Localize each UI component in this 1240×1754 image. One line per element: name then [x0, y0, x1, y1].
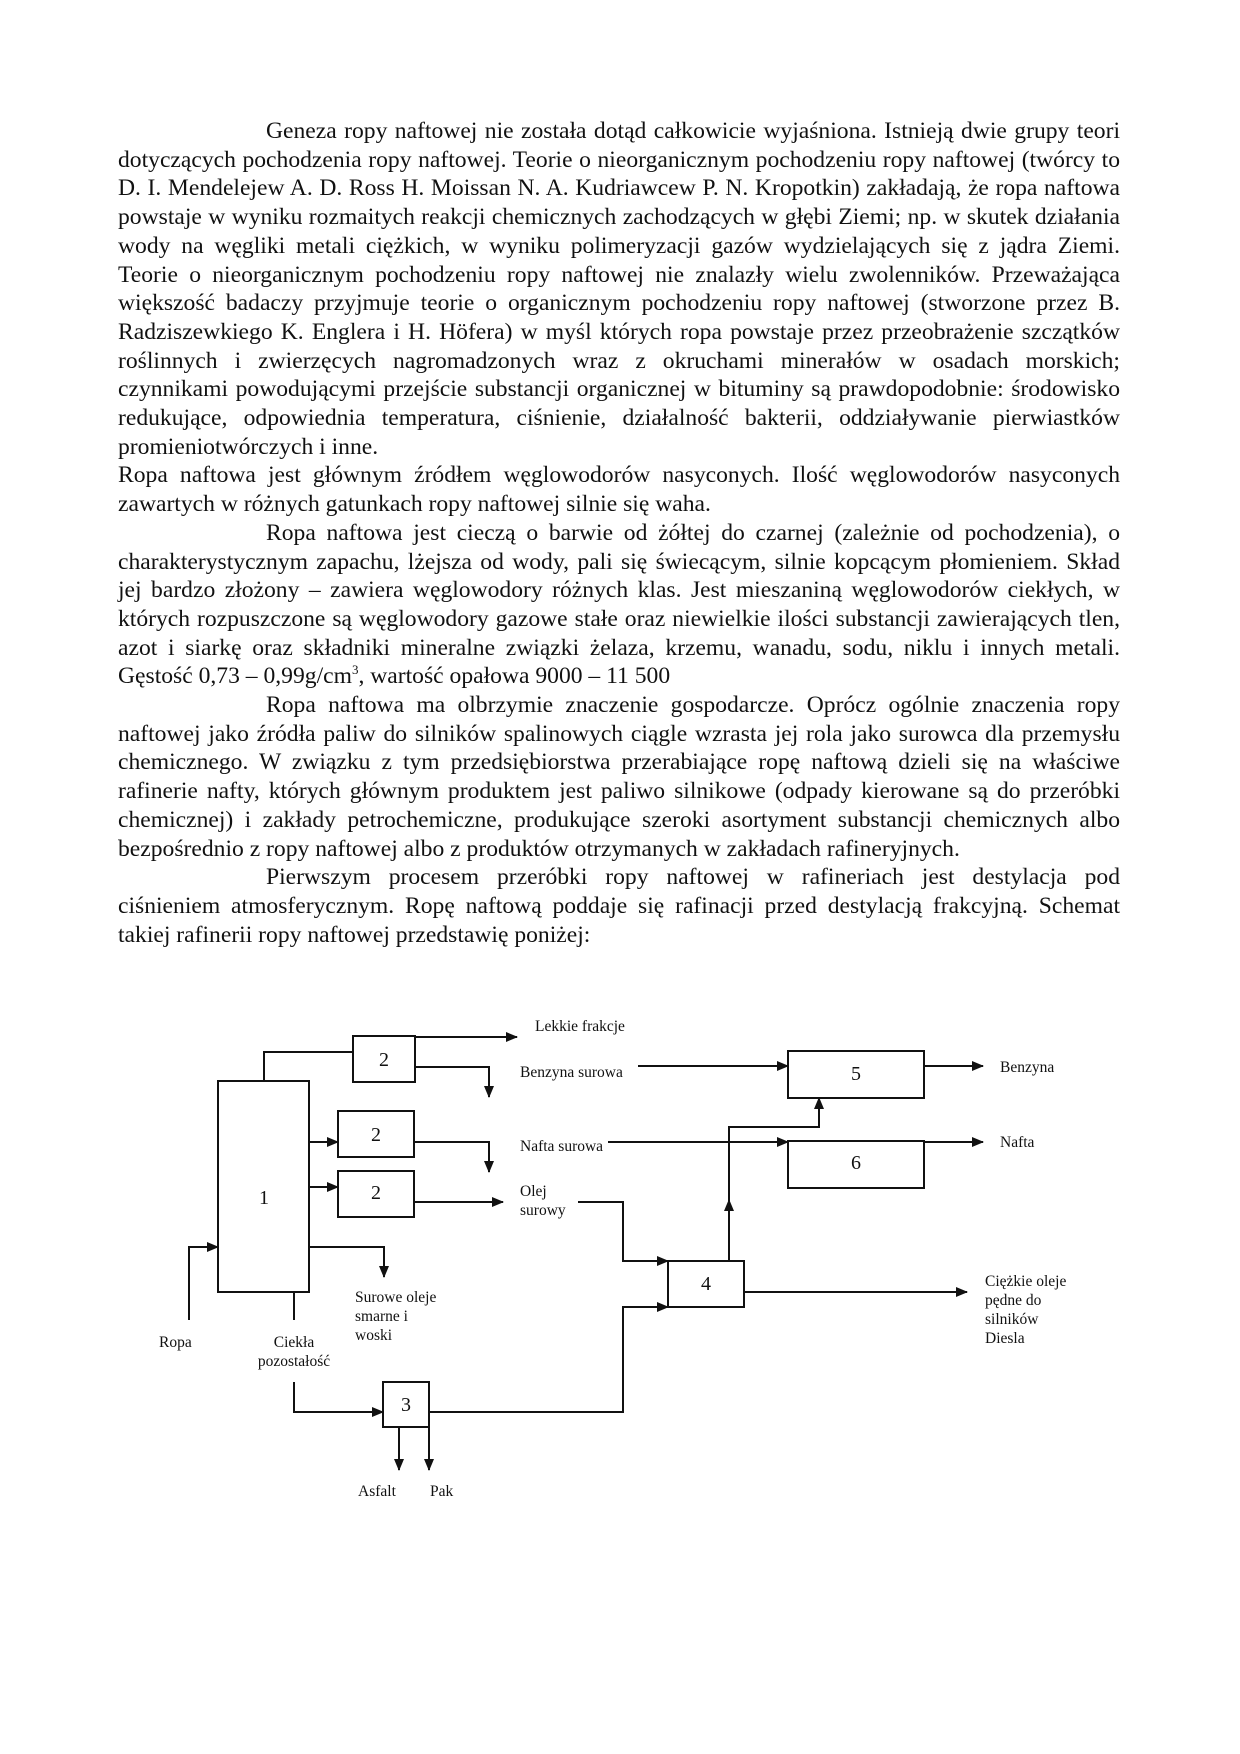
superscript: 3 — [351, 662, 359, 678]
properties-text-end: , wartość opałowa 9000 – 11 500 — [358, 663, 671, 690]
flow-2a-down — [415, 1067, 489, 1097]
label-olej-surowy-2: surowy — [520, 1202, 566, 1219]
flow-ciekla-to-3 — [294, 1382, 383, 1412]
paragraph-process: Pierwszym procesem przeróbki ropy naftowej w rafineriach jest destylacja pod ciśnieniem atmosferycznym. Ropę naftową poddaje się rafinacji przed destylacją frakcyjną. Schemat takiej rafinerii ropy naftowej przedstawię poniżej: — [118, 864, 1120, 948]
flow-3-to-4 — [429, 1307, 668, 1412]
label-lekkie-frakcje: Lekkie frakcje — [535, 1018, 625, 1035]
flow-ropa — [189, 1247, 218, 1320]
label-ciezkie-3: silników — [985, 1311, 1039, 1328]
box-2a-label: 2 — [379, 1049, 389, 1071]
label-ciezkie-4: Diesla — [985, 1330, 1025, 1347]
box-4-label: 4 — [701, 1273, 711, 1295]
label-surowe-1: Surowe oleje — [355, 1289, 437, 1306]
label-ciekla-2: pozostałość — [257, 1353, 331, 1370]
flow-2b-down — [414, 1142, 489, 1172]
label-ciezkie-2: pędne do — [985, 1292, 1042, 1309]
label-surowe-3: woski — [355, 1327, 393, 1344]
paragraph-economic: Ropa naftowa ma olbrzymie znaczenie gospodarcze. Oprócz ogólnie znaczenia ropy naftowej jako źródła paliw do silników spalinowych ciągle wzrasta jej rola jako surowca dla przemysłu chemicznego. W związku z tym przedsiębiorstwa przerabiające ropę naftową dzieli się na właściwe rafinerie nafty, których głównym produktem jest paliwo silnikowe (odpady kierowane są do przeróbki chemicznej) i zakłady petrochemiczne, produkujące szeroki asortyment substancji chemicznych albo bezpośrednio z ropy naftowej albo z produktów otrzymanych w zakładach rafineryjnych. — [118, 692, 1120, 862]
label-pak: Pak — [430, 1483, 454, 1500]
box-3-label: 3 — [401, 1394, 411, 1416]
flow-surowe-oleje — [309, 1247, 384, 1277]
box-1-label: 1 — [259, 1187, 269, 1209]
paragraph-properties — [118, 519, 1120, 691]
label-olej-surowy-1: Olej — [520, 1183, 547, 1200]
box-6-label: 6 — [851, 1152, 861, 1174]
paragraph-genesis: Geneza ropy naftowej nie została dotąd całkowicie wyjaśniona. Istnieją dwie grupy teori dotyczących pochodzenia ropy naftowej. Teorie o nieorganicznym pochodzeniu ropy naftowej (twórcy to D. I. Mendelejew A. D. Ross H. Moissan N. A. Kudriawcew P. N. Kropotkin) zakładają, że ropa naftowa powstaje w wyniku rozmaitych reakcji chemicznych zachodzących w głębi Ziemi; np. w skutek działania wody na węgliki metali ciężkich, w wyniku polimeryzacji gazów wydzielających się z jądra Ziemi. Teorie o nieorganicznym pochodzeniu ropy naftowej nie znalazły wielu zwolenników. Przeważająca większość badaczy przyjmuje teorie o organicznym pochodzeniu ropy naftowej (stworzone przez B. Radziszewkiego K. Englera i H. Höfera) w myśl których ropa powstaje przez przeobrażenie szczątków roślinnych i zwierzęcych nagromadzonych wraz z okruchami minerałów w osadach morskich; czynnikami powodującymi przejście substancji organicznej w bituminy są prawdopodobnie: środowisko redukujące, odpowiednia temperatura, ciśnienie, działalność bakterii, oddziaływanie pierwiastków promieniotwórczych i inne. — [118, 118, 1120, 460]
body-text — [118, 117, 1120, 949]
label-asfalt: Asfalt — [358, 1483, 396, 1500]
label-nafta: Nafta — [1000, 1134, 1035, 1151]
label-benzyna: Benzyna — [1000, 1059, 1055, 1076]
box-5-label: 5 — [851, 1063, 861, 1085]
paragraph-saturated-hydrocarbons: Ropa naftowa jest głównym źródłem węglowodorów nasyconych. Ilość węglowodorów nasyconych zawartych w różnych gatunkach ropy naftowej silnie się waha. — [118, 462, 1120, 518]
label-ciezkie-1: Ciężkie oleje — [985, 1273, 1067, 1290]
label-ropa: Ropa — [159, 1334, 192, 1351]
refinery-diagram — [0, 990, 1240, 1510]
properties-text: Ropa naftowa jest cieczą o barwie od żółtej do czarnej (zależnie od pochodzenia), o charakterystycznym zapachu, lżejsza od wody, pali się świecącym, silnie kopcącym płomieniem. Skład jej bardzo złożony – zawiera węglowodory różnych klas. Jest mieszaniną węglowodorów ciekłych, w których rozpuszczone są węglowodory gazowe stałe oraz niewielkie ilości substancji zawierających tlen, azot i siarkę oraz składniki mineralne związki żelaza, krzemu, wanadu, sodu, niklu i innych metali. Gęstość 0,73 – 0,99g/cm — [118, 519, 1120, 690]
label-benzyna-surowa: Benzyna surowa — [520, 1064, 623, 1081]
label-nafta-surowa: Nafta surowa — [520, 1138, 604, 1155]
flow-olej-to-4 — [578, 1202, 668, 1261]
flow-4-to-5 — [729, 1098, 819, 1200]
box-2c-label: 2 — [371, 1182, 381, 1204]
label-surowe-2: smarne i — [355, 1308, 408, 1325]
label-ciekla-1: Ciekła — [273, 1334, 315, 1351]
box-2b-label: 2 — [371, 1124, 381, 1146]
flow-1-to-2a — [264, 1052, 353, 1081]
